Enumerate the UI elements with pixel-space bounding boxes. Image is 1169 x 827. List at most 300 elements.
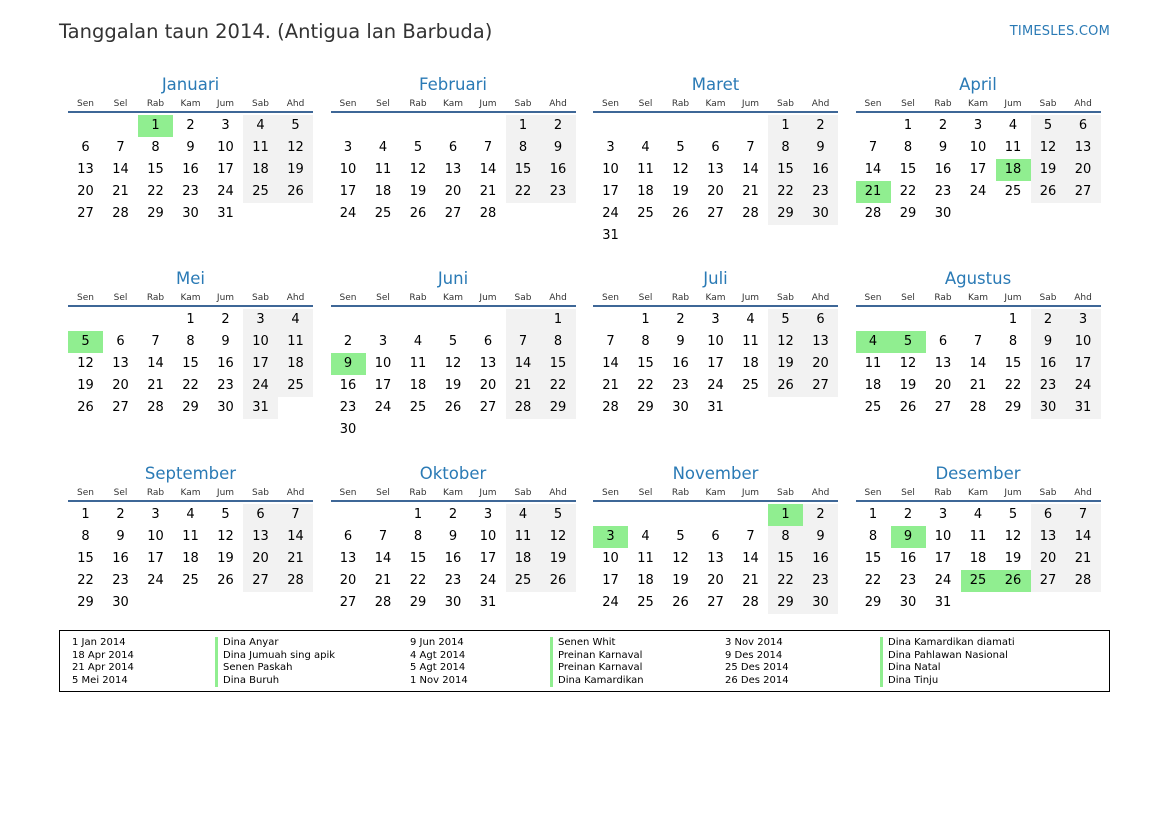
holiday-day: 9 <box>331 353 366 375</box>
calendar-day: 20 <box>339 573 357 588</box>
weekday-label: Rab <box>934 487 952 498</box>
calendar-day: 10 <box>147 529 164 544</box>
weekday-label: Sen <box>602 292 619 303</box>
calendar-day: 22 <box>506 181 541 203</box>
calendar-day: 10 <box>1066 331 1101 353</box>
weekday-label: Sen <box>77 292 94 303</box>
calendar-day: 26 <box>672 206 689 221</box>
calendar-day: 30 <box>803 203 838 225</box>
month-name: November <box>672 464 759 483</box>
calendar-day: 20 <box>707 573 724 588</box>
calendar-day: 21 <box>374 573 392 588</box>
calendar-day: 12 <box>278 137 313 159</box>
weekday-label: Ahd <box>286 292 305 303</box>
empty-day <box>506 592 541 614</box>
empty-day <box>68 309 103 331</box>
weekday-header <box>856 96 1101 113</box>
holiday-legend <box>59 630 1110 692</box>
empty-day <box>506 309 541 331</box>
week-row <box>593 159 838 181</box>
empty-day <box>278 397 313 419</box>
weekday-label: Sab <box>252 487 269 498</box>
week-row <box>331 353 576 375</box>
calendar-day: 7 <box>868 140 878 155</box>
empty-day <box>891 309 926 331</box>
empty-day <box>628 115 663 137</box>
month-name: Oktober <box>419 464 487 483</box>
calendar-day: 26 <box>217 573 234 588</box>
calendar-day: 14 <box>278 526 313 548</box>
legend-holiday-name: Dina Kamardikan <box>550 675 644 688</box>
holiday-day: 1 <box>768 504 803 526</box>
calendar-day: 18 <box>969 551 987 566</box>
calendar-day: 6 <box>483 334 493 349</box>
calendar-day: 12 <box>541 526 576 548</box>
calendar-day: 29 <box>1004 400 1022 415</box>
calendar-day: 26 <box>444 400 462 415</box>
calendar-day: 15 <box>77 551 94 566</box>
calendar-day: 18 <box>243 159 278 181</box>
weekday-label: Jum <box>479 487 497 498</box>
calendar-day: 17 <box>147 551 164 566</box>
calendar-day: 20 <box>707 184 724 199</box>
empty-day <box>471 115 506 137</box>
weekday-label: Jum <box>1004 98 1022 109</box>
week-row <box>856 331 1101 353</box>
calendar-day: 18 <box>506 548 541 570</box>
calendar-day: 16 <box>444 551 462 566</box>
empty-day <box>278 203 313 225</box>
calendar-day: 4 <box>746 312 755 327</box>
week-row <box>331 331 576 353</box>
weekday-label: Sel <box>113 487 128 498</box>
calendar-day: 27 <box>339 595 357 610</box>
calendar-day: 17 <box>934 551 952 566</box>
month-november <box>593 463 838 614</box>
empty-day <box>803 225 838 247</box>
calendar-day: 11 <box>637 162 654 177</box>
legend-name-column <box>880 637 1015 687</box>
empty-day <box>698 115 733 137</box>
week-row <box>593 375 838 397</box>
week-row <box>331 159 576 181</box>
calendar-day: 3 <box>483 507 493 522</box>
calendar-day: 9 <box>221 334 230 349</box>
calendar-day: 1 <box>903 118 913 133</box>
calendar-day: 4 <box>378 140 388 155</box>
calendar-day: 28 <box>1066 570 1101 592</box>
calendar-day: 9 <box>803 526 838 548</box>
week-row <box>593 203 838 225</box>
calendar-day: 29 <box>77 595 94 610</box>
empty-day <box>803 397 838 419</box>
calendar-day: 8 <box>641 334 650 349</box>
weekday-label: Kam <box>442 292 464 303</box>
calendar-day: 12 <box>1004 529 1022 544</box>
calendar-day: 12 <box>672 551 689 566</box>
week-row <box>68 548 313 570</box>
calendar-day: 24 <box>479 573 497 588</box>
calendar-day: 7 <box>746 529 755 544</box>
calendar-day: 5 <box>413 140 423 155</box>
calendar-day: 26 <box>541 570 576 592</box>
empty-day <box>331 115 366 137</box>
weekday-header <box>593 290 838 307</box>
calendar-day: 8 <box>151 140 160 155</box>
calendar-day: 28 <box>112 206 129 221</box>
calendar-day: 17 <box>479 551 497 566</box>
week-row <box>331 181 576 203</box>
weekday-header <box>68 96 313 113</box>
week-row <box>331 203 576 225</box>
week-row <box>856 115 1101 137</box>
legend-holiday-name: Dina Pahlawan Nasional <box>880 650 1015 663</box>
calendar-day: 24 <box>934 573 952 588</box>
calendar-day: 27 <box>77 206 94 221</box>
empty-day <box>1066 203 1101 225</box>
calendar-day: 8 <box>541 331 576 353</box>
empty-day <box>996 203 1031 225</box>
week-row <box>331 137 576 159</box>
weekday-header <box>856 290 1101 307</box>
calendar-day: 20 <box>1066 159 1101 181</box>
calendar-day: 5 <box>768 309 803 331</box>
weekday-header <box>331 96 576 113</box>
week-row <box>856 353 1101 375</box>
calendar-day: 5 <box>448 334 458 349</box>
calendar-day: 10 <box>602 162 619 177</box>
week-row <box>331 419 576 441</box>
empty-day <box>926 309 961 331</box>
weekday-label: Kam <box>705 98 726 109</box>
weekday-label: Sab <box>1039 487 1057 498</box>
calendar-day: 4 <box>278 309 313 331</box>
calendar-day: 28 <box>506 397 541 419</box>
calendar-day: 12 <box>217 529 234 544</box>
empty-day <box>541 419 576 441</box>
weekday-label: Sab <box>1039 98 1057 109</box>
calendar-day: 26 <box>278 181 313 203</box>
empty-day <box>856 309 891 331</box>
calendar-day: 25 <box>637 595 654 610</box>
weekday-label: Sab <box>777 292 794 303</box>
calendar-day: 29 <box>637 400 654 415</box>
weekday-header <box>593 485 838 502</box>
empty-day <box>663 225 698 247</box>
calendar-day: 14 <box>602 356 619 371</box>
legend-date: 1 Nov 2014 <box>410 674 468 686</box>
weekday-label: Rab <box>934 98 952 109</box>
calendar-day: 7 <box>973 334 983 349</box>
week-row <box>331 504 576 526</box>
calendar-day: 30 <box>182 206 199 221</box>
weekday-label: Kam <box>967 292 989 303</box>
weekday-label: Rab <box>146 292 165 303</box>
calendar-day: 7 <box>116 140 125 155</box>
legend-holiday-name: Senen Paskah <box>215 662 335 675</box>
calendar-day: 2 <box>676 312 685 327</box>
empty-day <box>401 309 436 331</box>
calendar-day: 22 <box>147 184 164 199</box>
empty-day <box>243 592 278 614</box>
empty-day <box>768 397 803 419</box>
calendar-day: 4 <box>641 140 650 155</box>
weekday-label: Ahd <box>811 292 830 303</box>
week-row <box>856 203 1101 225</box>
calendar-day: 7 <box>378 529 388 544</box>
calendar-day: 28 <box>278 570 313 592</box>
calendar-day: 21 <box>969 378 987 393</box>
legend-date: 5 Agt 2014 <box>410 662 466 673</box>
weekday-label: Sel <box>638 292 653 303</box>
empty-day <box>1031 203 1066 225</box>
calendar-day: 25 <box>742 378 759 393</box>
legend-holiday-name: Senen Whit <box>550 637 644 650</box>
calendar-day: 27 <box>803 375 838 397</box>
calendar-day: 11 <box>506 526 541 548</box>
legend-date: 9 Des 2014 <box>725 649 783 661</box>
weekday-label: Kam <box>705 487 726 498</box>
calendar-day: 15 <box>899 162 917 177</box>
calendar-day: 27 <box>707 595 724 610</box>
empty-day <box>243 203 278 225</box>
calendar-day: 11 <box>182 529 199 544</box>
calendar-day: 13 <box>77 162 94 177</box>
week-row <box>593 137 838 159</box>
week-row <box>68 159 313 181</box>
calendar-day: 24 <box>602 595 619 610</box>
month-agustus <box>856 268 1101 419</box>
calendar-day: 5 <box>1031 115 1066 137</box>
calendar-day: 29 <box>182 400 199 415</box>
weekday-label: Sen <box>77 487 94 498</box>
calendar-day: 9 <box>116 529 125 544</box>
legend-date: 5 Mei 2014 <box>72 674 128 686</box>
calendar-day: 17 <box>602 184 619 199</box>
calendar-day: 1 <box>506 115 541 137</box>
calendar-day: 22 <box>899 184 917 199</box>
calendar-day: 6 <box>81 140 90 155</box>
calendar-day: 10 <box>217 140 234 155</box>
week-row <box>331 548 576 570</box>
empty-day <box>541 592 576 614</box>
week-row <box>856 309 1101 331</box>
month-juli <box>593 268 838 419</box>
calendar-day: 18 <box>374 184 392 199</box>
calendar-day: 28 <box>742 206 759 221</box>
calendar-day: 14 <box>112 162 129 177</box>
weekday-label: Kam <box>442 98 464 109</box>
calendar-day: 16 <box>1031 353 1066 375</box>
calendar-day: 3 <box>378 334 388 349</box>
holiday-day: 1 <box>138 115 173 137</box>
calendar-day: 18 <box>182 551 199 566</box>
calendar-day: 20 <box>112 378 129 393</box>
weekday-label: Sab <box>514 487 532 498</box>
calendar-day: 31 <box>602 228 619 243</box>
calendar-day: 3 <box>343 140 353 155</box>
empty-day <box>278 592 313 614</box>
calendar-day: 1 <box>186 312 195 327</box>
calendar-day: 23 <box>934 184 952 199</box>
calendar-day: 17 <box>707 356 724 371</box>
week-row <box>593 570 838 592</box>
calendar-day: 25 <box>374 206 392 221</box>
legend-date: 21 Apr 2014 <box>72 662 134 673</box>
calendar-day: 6 <box>343 529 353 544</box>
calendar-day: 23 <box>339 400 357 415</box>
month-juni <box>331 268 576 441</box>
month-name: Juli <box>703 269 728 288</box>
calendar-day: 8 <box>413 529 423 544</box>
calendar-day: 15 <box>768 159 803 181</box>
calendar-day: 12 <box>768 331 803 353</box>
empty-day <box>68 115 103 137</box>
week-row <box>856 375 1101 397</box>
calendar-day: 22 <box>864 573 882 588</box>
empty-day <box>768 225 803 247</box>
calendar-day: 14 <box>969 356 987 371</box>
weekday-label: Ahd <box>811 98 830 109</box>
weekday-label: Sen <box>864 98 882 109</box>
weekday-label: Sen <box>864 292 882 303</box>
calendar-day: 16 <box>112 551 129 566</box>
calendar-day: 25 <box>182 573 199 588</box>
calendar-day: 2 <box>938 118 948 133</box>
week-row <box>856 181 1101 203</box>
calendar-day: 8 <box>903 140 913 155</box>
calendar-day: 9 <box>803 137 838 159</box>
calendar-day: 24 <box>1066 375 1101 397</box>
week-row <box>331 397 576 419</box>
calendar-day: 24 <box>147 573 164 588</box>
calendar-day: 5 <box>1008 507 1018 522</box>
calendar-day: 4 <box>506 504 541 526</box>
empty-day <box>663 115 698 137</box>
calendar-day: 29 <box>147 206 164 221</box>
calendar-day: 26 <box>768 375 803 397</box>
weekday-label: Sel <box>113 292 128 303</box>
empty-day <box>366 115 401 137</box>
month-september <box>68 463 313 614</box>
calendar-day: 21 <box>742 573 759 588</box>
calendar-day: 8 <box>81 529 90 544</box>
holiday-day: 5 <box>68 331 103 353</box>
calendar-day: 19 <box>768 353 803 375</box>
calendar-day: 4 <box>186 507 195 522</box>
calendar-day: 19 <box>217 551 234 566</box>
calendar-day: 31 <box>707 400 724 415</box>
empty-day <box>733 225 768 247</box>
month-februari <box>331 74 576 225</box>
weekday-label: Sen <box>864 487 882 498</box>
empty-day <box>698 504 733 526</box>
calendar-day: 14 <box>506 353 541 375</box>
weekday-label: Sel <box>901 98 915 109</box>
empty-day <box>138 309 173 331</box>
calendar-day: 20 <box>803 353 838 375</box>
weekday-label: Sen <box>339 292 357 303</box>
calendar-day: 8 <box>1008 334 1018 349</box>
calendar-day: 11 <box>637 551 654 566</box>
week-row <box>856 526 1101 548</box>
calendar-day: 7 <box>746 140 755 155</box>
calendar-day: 7 <box>506 331 541 353</box>
calendar-day: 3 <box>973 118 983 133</box>
weekday-label: Ahd <box>549 487 567 498</box>
calendar-day: 13 <box>339 551 357 566</box>
calendar-day: 2 <box>343 334 353 349</box>
calendar-day: 9 <box>541 137 576 159</box>
empty-day <box>401 115 436 137</box>
calendar-day: 6 <box>448 140 458 155</box>
month-oktober <box>331 463 576 614</box>
legend-date: 3 Nov 2014 <box>725 637 783 648</box>
calendar-day: 19 <box>899 378 917 393</box>
calendar-day: 28 <box>479 206 497 221</box>
weekday-header <box>68 290 313 307</box>
calendar-day: 9 <box>1031 331 1066 353</box>
calendar-day: 27 <box>444 206 462 221</box>
calendar-day: 15 <box>409 551 427 566</box>
legend-name-column <box>550 637 644 687</box>
legend-date-column <box>72 637 134 687</box>
calendar-day: 18 <box>864 378 882 393</box>
holiday-day: 5 <box>891 331 926 353</box>
weekday-label: Jum <box>741 292 760 303</box>
calendar-day: 8 <box>868 529 878 544</box>
week-row <box>68 397 313 419</box>
weekday-label: Sen <box>339 98 357 109</box>
calendar-day: 17 <box>339 184 357 199</box>
calendar-day: 10 <box>339 162 357 177</box>
calendar-day: 16 <box>934 162 952 177</box>
calendar-day: 11 <box>374 162 392 177</box>
calendar-day: 27 <box>1031 570 1066 592</box>
empty-day <box>996 592 1031 614</box>
legend-holiday-name: Dina Anyar <box>215 637 335 650</box>
calendar-day: 23 <box>803 570 838 592</box>
calendar-day: 24 <box>602 206 619 221</box>
weekday-header <box>331 485 576 502</box>
week-row <box>856 397 1101 419</box>
empty-day <box>331 504 366 526</box>
calendar-day: 17 <box>1066 353 1101 375</box>
weekday-label: Kam <box>442 487 464 498</box>
calendar-day: 17 <box>602 573 619 588</box>
weekday-label: Sab <box>252 98 269 109</box>
calendar-day: 24 <box>707 378 724 393</box>
empty-day <box>733 115 768 137</box>
month-maret <box>593 74 838 247</box>
calendar-day: 30 <box>899 595 917 610</box>
weekday-label: Kam <box>967 487 989 498</box>
calendar-day: 13 <box>1066 137 1101 159</box>
week-row <box>593 353 838 375</box>
week-row <box>68 115 313 137</box>
calendar-day: 14 <box>147 356 164 371</box>
calendar-day: 27 <box>112 400 129 415</box>
weekday-label: Rab <box>671 292 690 303</box>
empty-day <box>961 309 996 331</box>
week-row <box>593 115 838 137</box>
calendar-day: 22 <box>182 378 199 393</box>
weekday-label: Rab <box>671 487 690 498</box>
calendar-day: 18 <box>637 573 654 588</box>
calendar-day: 14 <box>1066 526 1101 548</box>
calendar-day: 13 <box>707 551 724 566</box>
site-link[interactable]: TIMESLES.COM <box>1009 24 1110 39</box>
